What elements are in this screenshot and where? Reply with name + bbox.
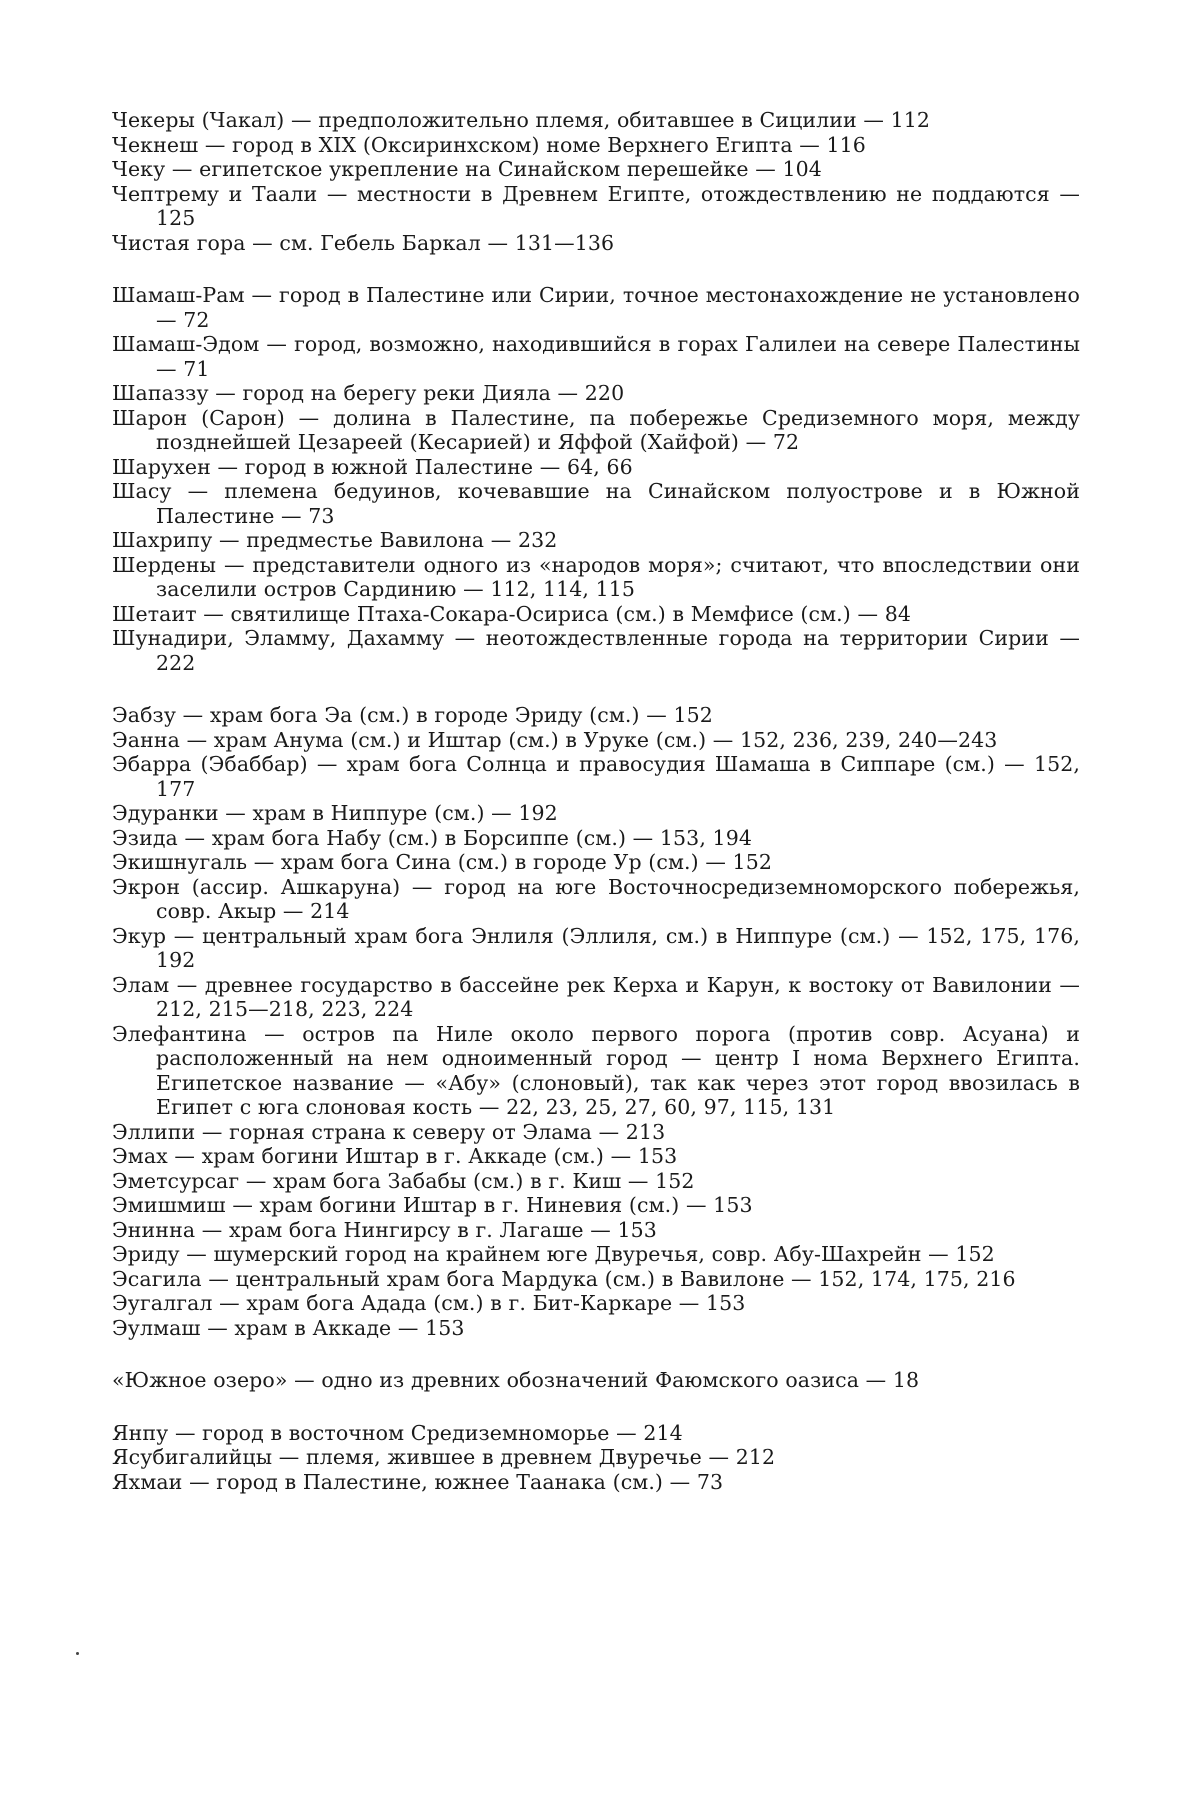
index-entry: Эллипи — горная страна к северу от Элама — 213 (112, 1119, 666, 1144)
index-entry: Эдуранки — храм в Ниппуре (см.) — 192 (112, 801, 558, 825)
index-entry: Эметсурсаг — храм бога Забабы (см.) в г. Киш — 152 (112, 1168, 695, 1193)
index-entry: Ясубигалийцы — племя, жившее в древнем Двуречье — 212 (112, 1445, 776, 1469)
index-entry: Эанна — храм Анума (см.) и Иштар (см.) в Уруке (см.) — 152, 236, 239, 240—243 (112, 727, 998, 752)
index-entry: Эабзу — храм бога Эа (см.) в городе Эриду (см.) — 152 (112, 703, 713, 727)
index-entry: Шунадири, Эламму, Дахамму — неотождествленные города на территории Сирии — 222 (112, 626, 1080, 675)
index-entry: Чептрему и Таали — местности в Древнем Египте, отождествлению не поддаются — 125 (112, 181, 1080, 230)
index-entry: «Южное озеро» — одно из древних обозначений Фаюмского оазиса — 18 (112, 1368, 920, 1392)
index-entry: Эбарра (Эбаббар) — храм бога Солнца и правосудия Шамаша в Сиппаре (см.) — 152, 177 (112, 752, 1080, 801)
index-entry: Эсагила — центральный храм бога Мардука (см.) в Вавилоне — 152, 174, 175, 216 (112, 1266, 1016, 1291)
index-entry: Эзида — храм бога Набу (см.) в Борсиппе (см.) — 153, 194 (112, 825, 752, 850)
index-entry: Шасу — племена бедуинов, кочевавшие на Синайском полуострове и в Южной Палестине — 73 (112, 479, 1080, 528)
print-speck (76, 1652, 79, 1655)
index-entry: Экрон (ассир. Ашкаруна) — город на юге Восточносредиземноморского побережья, совр. Акыр — 214 (112, 874, 1080, 923)
index-entry: Чекеры (Чакал) — предположительно племя, обитавшее в Сицилии — 112 (112, 108, 931, 132)
index-entry: Эриду — шумерский город на крайнем юге Двуречья, совр. Абу-Шахрейн — 152 (112, 1242, 995, 1266)
index-entry: Шетаит — святилище Птаха-Сокара-Осириса (см.) в Мемфисе (см.) — 84 (112, 601, 911, 626)
index-group-sha (112, 283, 1080, 675)
index-entry: Янпу — город в восточном Средиземноморье — 214 (112, 1420, 683, 1445)
index-entry: Чистая гора — см. Гебель Баркал — 131—136 (112, 230, 615, 255)
index-entry: Экур — центральный храм бога Энлиля (Эллиля, см.) в Ниппуре (см.) — 152, 175, 176, 192 (112, 923, 1080, 972)
index-entry: Яхмаи — город в Палестине, южнее Таанака (см.) — 73 (112, 1469, 724, 1494)
index-entry: Чеку — египетское укрепление на Синайском перешейке — 104 (112, 157, 822, 181)
index-entry: Элам — древнее государство в бассейне рек Керха и Карун, к востоку от Вавилонии — 212, 215—218, 223, 224 (112, 972, 1080, 1021)
index-group-yu (112, 1368, 1080, 1393)
index-group-e (112, 703, 1080, 1340)
index-entry: Эмах — храм богини Иштар в г. Аккаде (см.) — 153 (112, 1144, 678, 1168)
index-entry: Шамаш-Рам — город в Палестине или Сирии, точное местонахождение не установлено — 72 (112, 283, 1080, 332)
index-entry: Шарухен — город в южной Палестине — 64, 66 (112, 454, 633, 479)
index-entry: Энинна — храм бога Нингирсу в г. Лагаше — 153 (112, 1217, 657, 1242)
index-entry: Экишнугаль — храм бога Сина (см.) в городе Ур (см.) — 152 (112, 850, 772, 874)
index-group-che (112, 108, 1080, 255)
index-group-ya (112, 1421, 1080, 1495)
index-entry: Эулмаш — храм в Аккаде — 153 (112, 1315, 465, 1340)
index-entry: Шарон (Сарон) — долина в Палестине, па побережье Средиземного моря, между позднейшей Цезареей (Кесарией) и Яффой (Хайфой) — 72 (112, 405, 1080, 454)
index-entry: Шердены — представители одного из «народов моря»; считают, что впоследствии они заселили остров Сардинию — 112, 114, 115 (112, 552, 1080, 601)
index-page (112, 108, 1080, 1494)
index-entry: Шахрипу — предместье Вавилона — 232 (112, 528, 558, 552)
index-entry: Шамаш-Эдом — город, возможно, находившийся в горах Галилеи на севере Палестины — 71 (112, 332, 1080, 381)
index-entry: Шапаззу — город на берегу реки Дияла — 220 (112, 381, 625, 405)
index-entry: Чекнеш — город в XIX (Оксиринхском) номе Верхнего Египта — 116 (112, 132, 866, 157)
index-entry: Эмишмиш — храм богини Иштар в г. Ниневия (см.) — 153 (112, 1193, 753, 1217)
index-entry: Эугалгал — храм бога Адада (см.) в г. Бит-Каркаре — 153 (112, 1291, 746, 1315)
index-entry: Элефантина — остров па Ниле около первого порога (против совр. Асуана) и расположенный на нем одноименный город — центр I нома Верхнего Египта. Египетское название — «Абу» (слоновый), так как через этот город ввозилась в Египет с юга слоновая кость — 22, 23, 25, 27, 60, 97, 115, 131 (112, 1021, 1080, 1119)
